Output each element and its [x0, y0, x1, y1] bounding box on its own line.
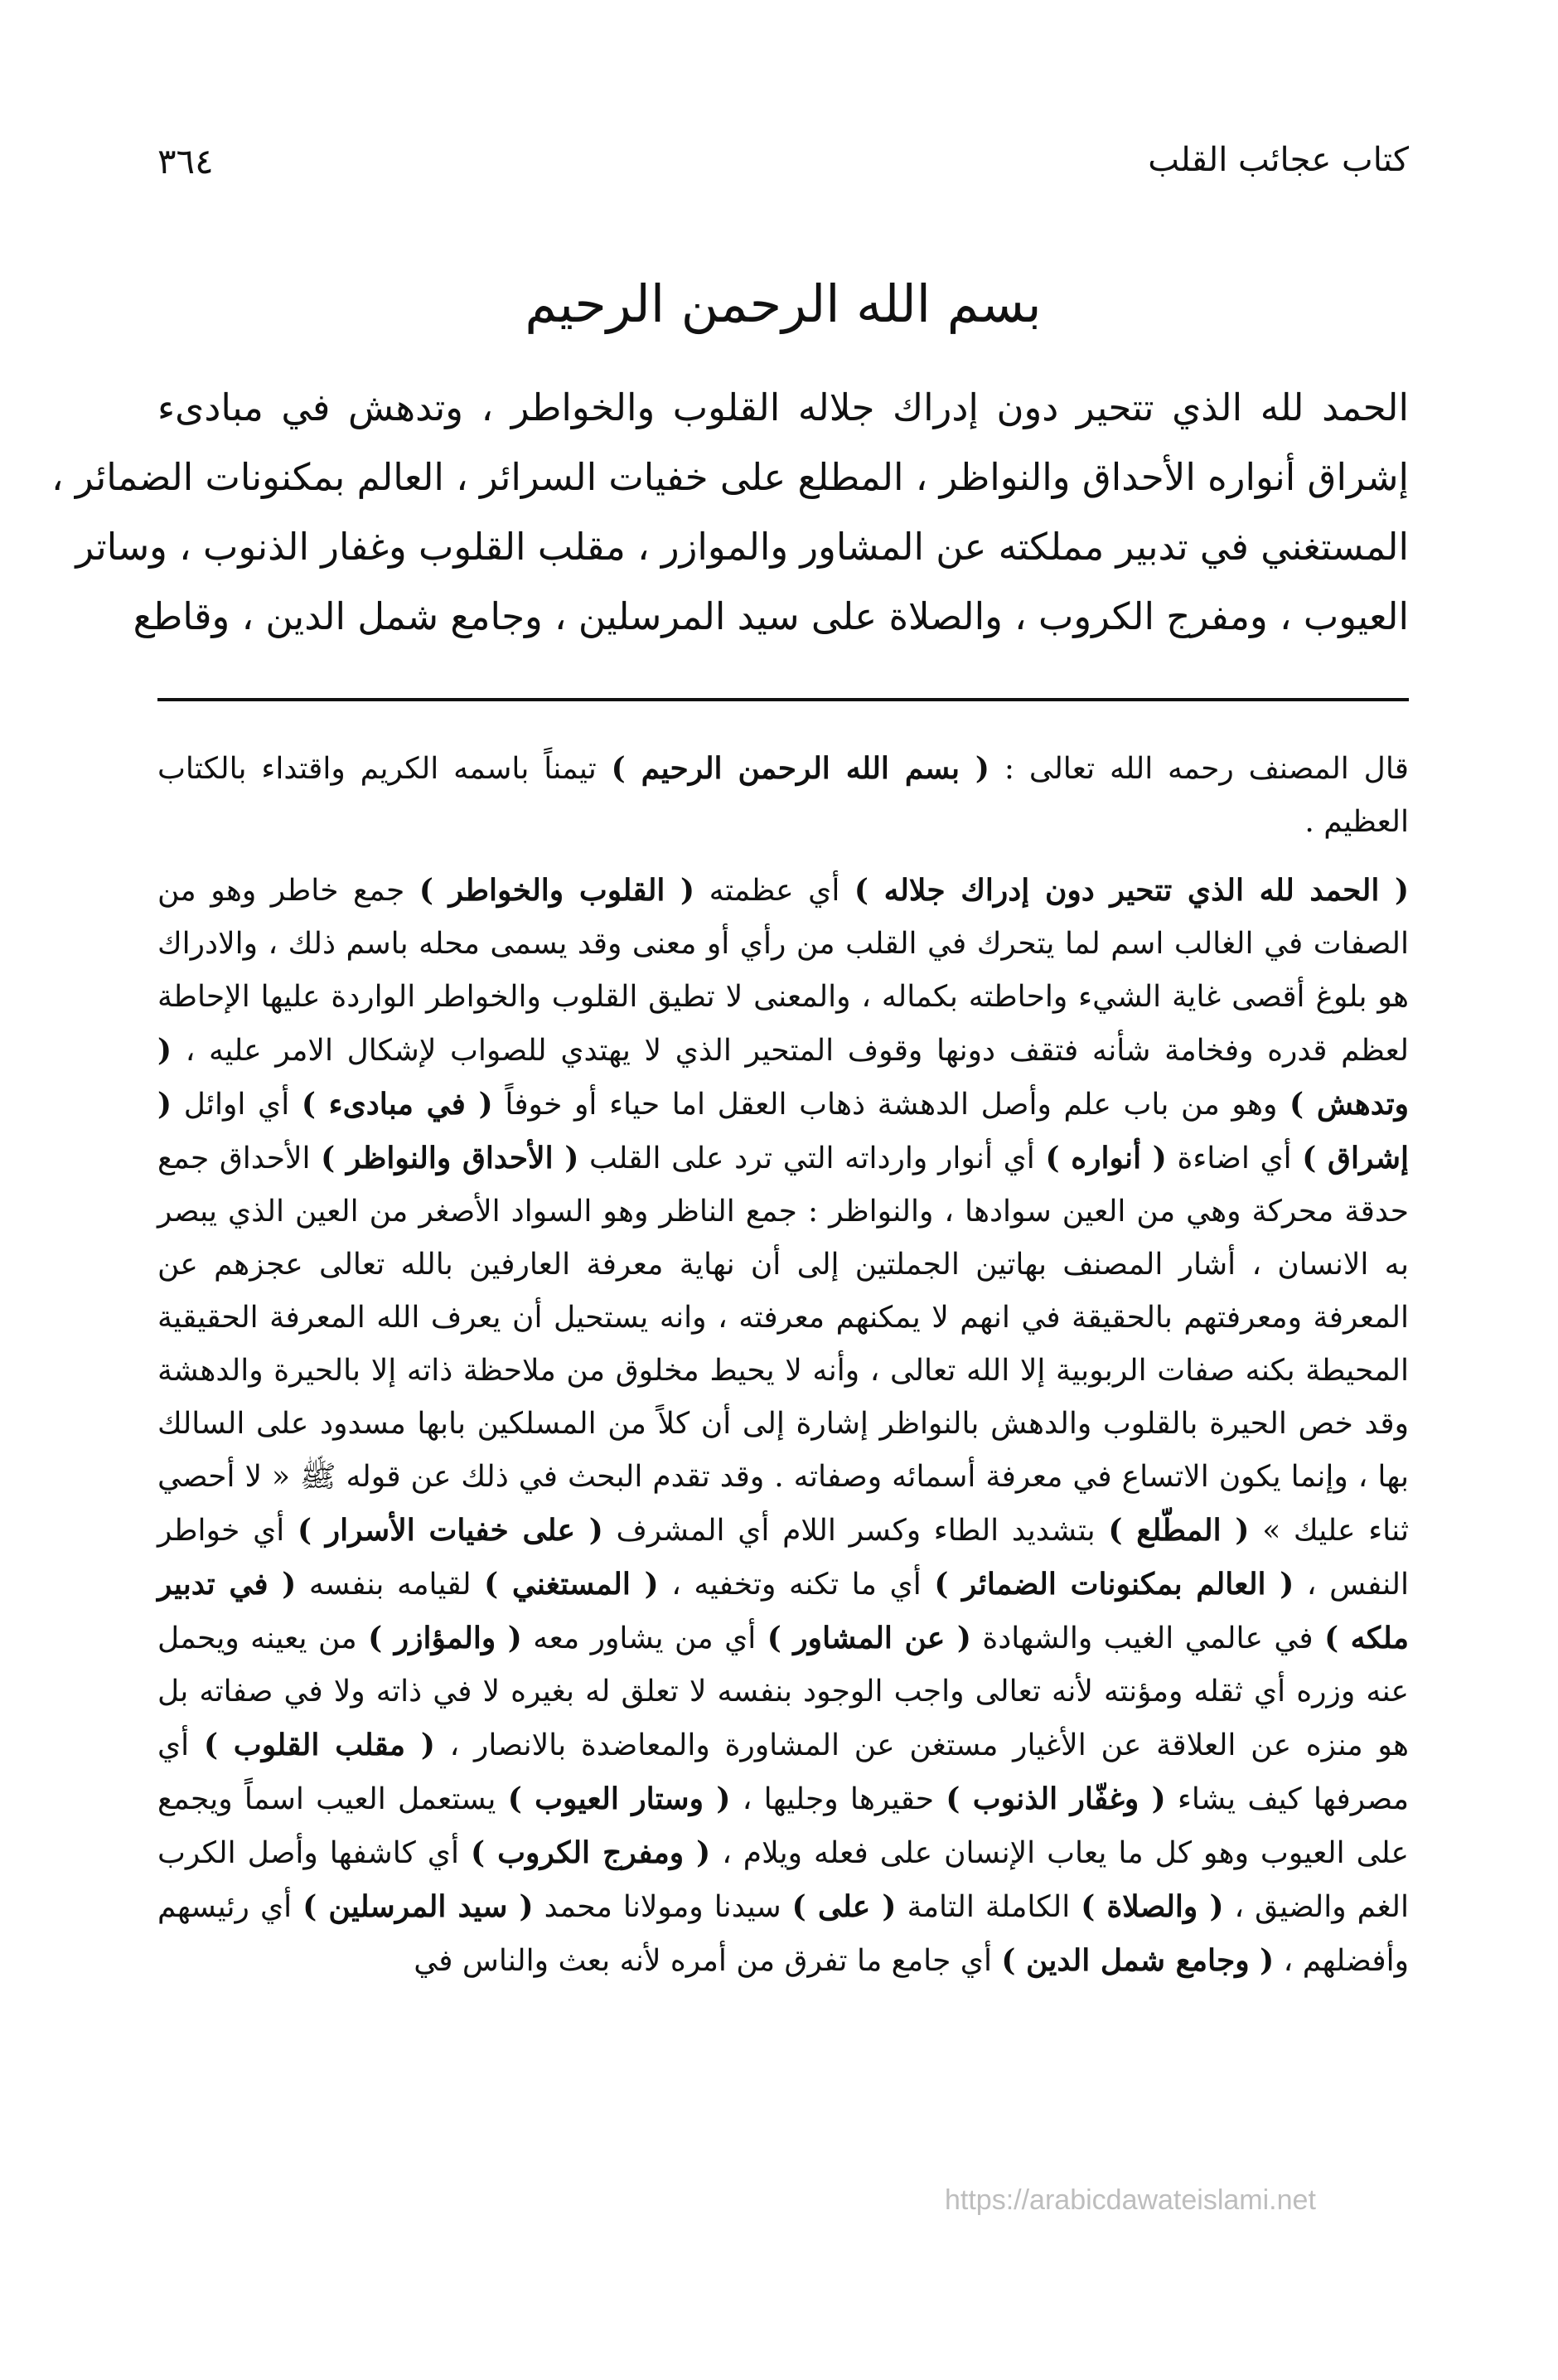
commentary-text: أي رئيسهم وأفضلهم ، [157, 1890, 1409, 1978]
quoted-phrase: ( القلوب والخواطر ) [419, 873, 695, 908]
main-text [51, 373, 1409, 652]
commentary-text: يستعمل العيب اسماً ويجمع على العيوب وهو كل ما يعاب الإنسان على فعله ويلام ، [157, 1782, 1410, 1870]
commentary-text: أي اضاءة [1166, 1142, 1303, 1175]
watermark-url: https://arabicdawateislami.net [945, 2184, 1316, 2216]
quoted-phrase: ( إشراق ) [157, 1087, 1410, 1175]
page-header [157, 141, 1409, 191]
quoted-phrase: ( في مبادىء ) [301, 1087, 493, 1122]
book-title: كتاب عجائب القلب [1148, 141, 1409, 179]
quoted-phrase: ( على ) [791, 1889, 897, 1924]
quoted-phrase: ( الحمد لله الذي تتحير دون إدراك جلاله ) [854, 873, 1410, 908]
commentary-paragraph [157, 742, 1409, 849]
quoted-phrase: ( بسم الله الرحمن الرحيم ) [611, 751, 989, 786]
quoted-phrase: ( المستغني ) [484, 1567, 659, 1602]
quoted-phrase: ( وتدهش ) [157, 1033, 1410, 1122]
commentary [157, 742, 1409, 2003]
commentary-text: أي مصرفها كيف يشاء [157, 1728, 1410, 1816]
commentary-paragraph [157, 864, 1409, 1988]
commentary-text: في عالمي الغيب والشهادة [970, 1621, 1325, 1655]
quoted-phrase: ( في تدبير ملكه ) [157, 1567, 1410, 1655]
commentary-text: أي من يشاور معه [521, 1621, 767, 1655]
page-number: ٣٦٤ [157, 141, 214, 182]
commentary-text: الأحداق جمع حدقة محركة وهي من العين سوادها ، والنواظر : جمع الناظر وهو السواد الأصغر من العين الذي يبصر به الانسان ، أشار المصنف بهاتين الجملتين إلى أن نهاية معرفة العارفين بالله تعالى عجزهم عن المعرفة ومعرفتهم بالحقيقة في انهم لا يمكنهم معرفته ، وانه يستحيل أن يعرف الله المعرفة الحقيقية المحيطة بكنه صفات الربوبية إلا الله تعالى ، وأنه لا يحيط مخلوق من ملاحظة ذاته إلا بالحيرة والدهشة وقد خص الحيرة بالقلوب والدهش بالنواظر إشارة إلى أن كلاً من المسلكين بابها مسدود على السالك بها ، وإنما يكون الاتساع في معرفة أسمائه وصفاته . وقد تقدم البحث في ذلك عن قوله ﷺ « لا أحصي ثناء عليك » [157, 1142, 1410, 1548]
commentary-text: قال المصنف رحمه الله تعالى : [989, 752, 1409, 786]
basmala-heading: بسم الله الرحمن الرحيم [525, 274, 1042, 334]
commentary-text: أي خواطر النفس ، [157, 1514, 1410, 1602]
quoted-phrase: ( ومفرج الكروب ) [470, 1835, 711, 1870]
commentary-text: من يعينه ويحمل عنه وزره أي ثقله ومؤنته لأنه تعالى واجب الوجود بنفسه لا تعلق له بغيره لا في ذاته ولا في صفاته بل هو منزه عن العلاقة عن الأغيار مستغن عن المشاورة والمعاضدة بالانصار ، [157, 1621, 1410, 1762]
commentary-text: حقيرها وجليها ، [730, 1782, 946, 1816]
separator-rule [157, 698, 1409, 701]
commentary-text: لقيامه بنفسه [296, 1568, 485, 1602]
main-text-line: العيوب ، ومفرج الكروب ، والصلاة على سيد المرسلين ، وجامع شمل الدين ، وقاطع [133, 594, 1409, 638]
quoted-phrase: ( العالم بمكنونات الضمائر ) [934, 1567, 1294, 1602]
quoted-phrase: ( وغفّار الذنوب ) [946, 1781, 1166, 1816]
commentary-text: أي كاشفها وأصل الكرب الغم والضيق ، [157, 1836, 1409, 1924]
commentary-text: أي اوائل [172, 1088, 302, 1122]
quoted-phrase: ( سيد المرسلين ) [302, 1889, 534, 1924]
commentary-text: أي أنوار وارداته التي ترد على القلب [578, 1142, 1046, 1175]
commentary-text: أي جامع ما تفرق من أمره لأنه بعث والناس في [414, 1944, 1002, 1978]
commentary-text: الكاملة التامة [896, 1890, 1081, 1924]
quoted-phrase: ( على خفيات الأسرار ) [297, 1513, 603, 1548]
quoted-phrase: ( والمؤازر ) [368, 1621, 522, 1655]
quoted-phrase: ( عن المشاور ) [767, 1621, 971, 1655]
main-text-line: المستغني في تدبير مملكته عن المشاور والموازر ، مقلب القلوب وغفار الذنوب ، وساتر [75, 525, 1409, 569]
quoted-phrase: ( المطّلع ) [1108, 1513, 1250, 1548]
commentary-text: جمع خاطر وهو من الصفات في الغالب اسم لما يتحرك في القلب من رأي أو معنى وقد يسمى محله باسم ذلك ، والادراك هو بلوغ أقصى غاية الشيء واحاطته بكماله ، والمعنى لا تطيق القلوب والخواطر الواردة عليها الإحاطة لعظم قدره وفخامة شأنه فتقف دونها وقوف المتحير الذي لا يهتدي للصواب لإشكال الامر عليه ، [157, 874, 1409, 1068]
commentary-text: سيدنا ومولانا محمد [533, 1890, 792, 1924]
quoted-phrase: ( وجامع شمل الدين ) [1001, 1943, 1275, 1978]
quoted-phrase: ( وستار العيوب ) [507, 1781, 731, 1816]
commentary-text: أي ما تكنه وتخفيه ، [658, 1568, 935, 1602]
commentary-text: بتشديد الطاء وكسر اللام أي المشرف [602, 1514, 1109, 1548]
quoted-phrase: ( الأحداق والنواظر ) [321, 1141, 579, 1175]
book-page [51, 124, 1410, 2329]
main-text-line: إشراق أنواره الأحداق والنواظر ، المطلع على خفيات السرائر ، العالم بمكنونات الضمائر ، [51, 455, 1409, 499]
main-text-line: الحمد لله الذي تتحير دون إدراك جلاله القلوب والخواطر ، وتدهش في مبادىء [157, 385, 1409, 429]
quoted-phrase: ( والصلاة ) [1081, 1889, 1224, 1924]
quoted-phrase: ( مقلب القلوب ) [203, 1728, 435, 1762]
commentary-text: تيمناً باسمه الكريم واقتداء بالكتاب العظيم . [157, 752, 1409, 839]
commentary-text: أي عظمته [694, 874, 854, 908]
quoted-phrase: ( أنواره ) [1045, 1141, 1167, 1175]
commentary-text: وهو من باب علم وأصل الدهشة ذهاب العقل اما حياء أو خوفاً [492, 1088, 1290, 1122]
